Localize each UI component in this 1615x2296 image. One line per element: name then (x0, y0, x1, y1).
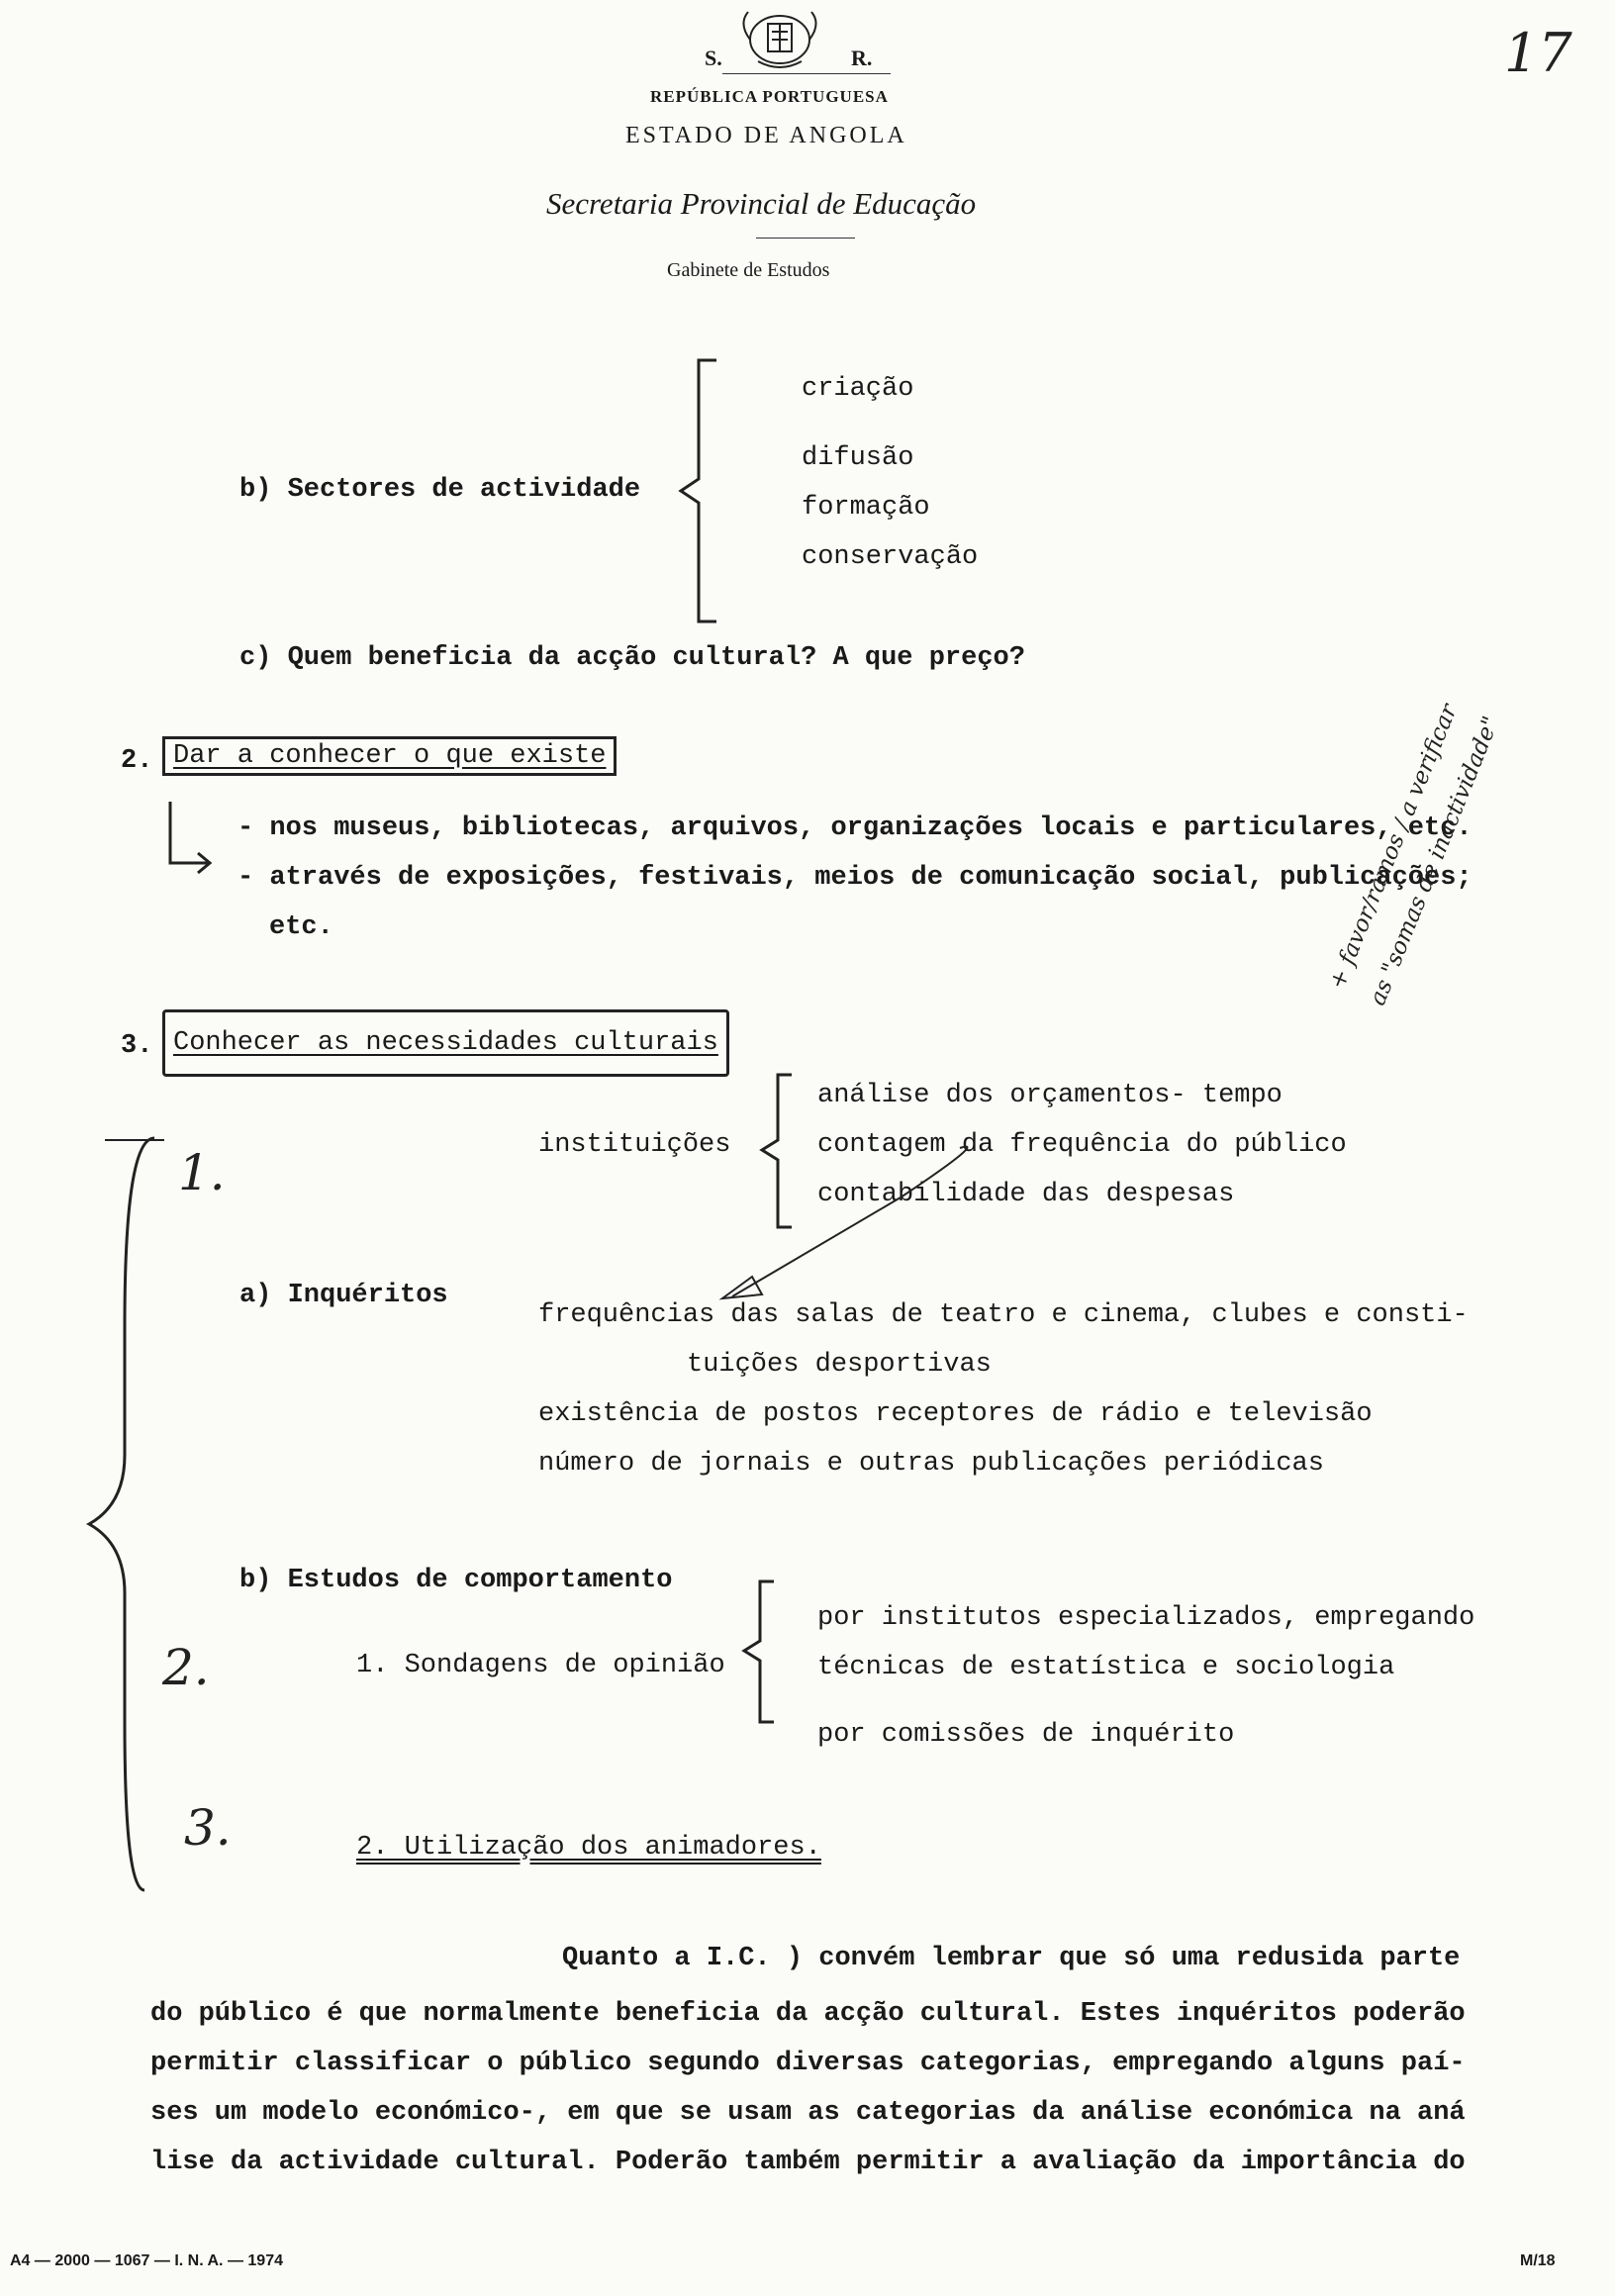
inquiries-line-1: frequências das salas de teatro e cinema, clubes e consti- (538, 1300, 1469, 1330)
left-margin-brace (75, 1128, 164, 1900)
section-2-title: Dar a conhecer o que existe (162, 736, 617, 776)
inquiries-line-4: número de jornais e outras publicações periódicas (538, 1449, 1324, 1479)
question-c: c) Quem beneficia da acção cultural? A que preço? (239, 643, 1025, 673)
republic-heading: REPÚBLICA PORTUGUESA (650, 87, 889, 106)
header-s: S. (705, 46, 722, 70)
inquiries-label: a) Inquéritos (239, 1281, 448, 1310)
coat-of-arms-icon (738, 4, 821, 73)
institutions-item-3: contabilidade das despesas (817, 1180, 1235, 1209)
section-3-number: 3. (121, 1031, 153, 1061)
institutions-label: instituições (538, 1130, 731, 1160)
opinion-polls-item-2: técnicas de estatística e sociologia (817, 1653, 1395, 1682)
handwritten-number-2: 2. (162, 1639, 210, 1696)
institutions-item-1: análise dos orçamentos- tempo (817, 1081, 1282, 1110)
section-2-line-1: - nos museus, bibliotecas, arquivos, organizações locais e particulares, etc. (238, 813, 1472, 843)
footer-form-code: M/18 (1520, 2252, 1556, 2269)
arrow-icon (164, 798, 226, 877)
office-heading: Gabinete de Estudos (667, 259, 830, 281)
sectors-brace (677, 356, 722, 625)
section-2-line-2: - através de exposições, festivais, meios de comunicação social, publicações; (238, 863, 1472, 893)
opinion-polls-item-1: por institutos especializados, empregando (817, 1603, 1475, 1633)
handwritten-number-1: 1. (178, 1144, 226, 1201)
handwritten-side-note: + favor/ramos / a verificar as "somas de inactividade" (1324, 700, 1505, 1009)
paragraph-line-2: do público é que normalmente beneficia da acção cultural. Estes inquéritos poderão (150, 1999, 1466, 2029)
sectors-label: b) Sectores de actividade (239, 475, 641, 505)
state-heading: ESTADO DE ANGOLA (625, 123, 907, 148)
inquiries-line-3: existência de postos receptores de rádio e televisão (538, 1399, 1373, 1429)
paragraph-line-5: lise da actividade cultural. Poderão também permitir a avaliação da importância do (150, 2148, 1466, 2177)
header-r: R. (851, 46, 873, 70)
section-2-number: 2. (121, 746, 153, 776)
annotation-arrow (693, 1138, 1009, 1306)
header-rule-2 (756, 238, 855, 239)
section-2-line-3: etc. (269, 912, 333, 942)
paragraph-line-1: Quanto a I.C. ) convém lembrar que só uma redusida parte (562, 1944, 1461, 1973)
header-rule-1 (722, 73, 891, 74)
behaviour-studies-label: b) Estudos de comportamento (239, 1566, 673, 1595)
sector-item-2: difusão (802, 443, 914, 473)
handwritten-number-3: 3. (184, 1799, 232, 1857)
secretariat-heading: Secretaria Provincial de Educação (546, 186, 977, 221)
opinion-polls-item-3: por comissões de inquérito (817, 1720, 1235, 1750)
paragraph-line-4: ses um modelo económico-, em que se usam as categorias da análise económica na aná (150, 2098, 1466, 2128)
sector-item-1: criação (802, 374, 914, 404)
animators-label: 2. Utilização dos animadores. (356, 1833, 821, 1863)
opinion-polls-brace (740, 1578, 780, 1726)
section-3-title: Conhecer as necessidades culturais (162, 1009, 729, 1077)
inquiries-line-2: tuições desportivas (687, 1350, 992, 1380)
sector-item-4: conservação (802, 542, 979, 572)
paragraph-line-3: permitir classificar o público segundo diversas categorias, empregando alguns paí- (150, 2049, 1466, 2078)
institutions-item-2: contagem da frequência do público (817, 1130, 1347, 1160)
page-number: 17 (1504, 22, 1572, 84)
opinion-polls-label: 1. Sondagens de opinião (356, 1651, 725, 1680)
footer-print-info: A4 — 2000 — 1067 — I. N. A. — 1974 (10, 2252, 283, 2269)
sector-item-3: formação (802, 493, 930, 523)
